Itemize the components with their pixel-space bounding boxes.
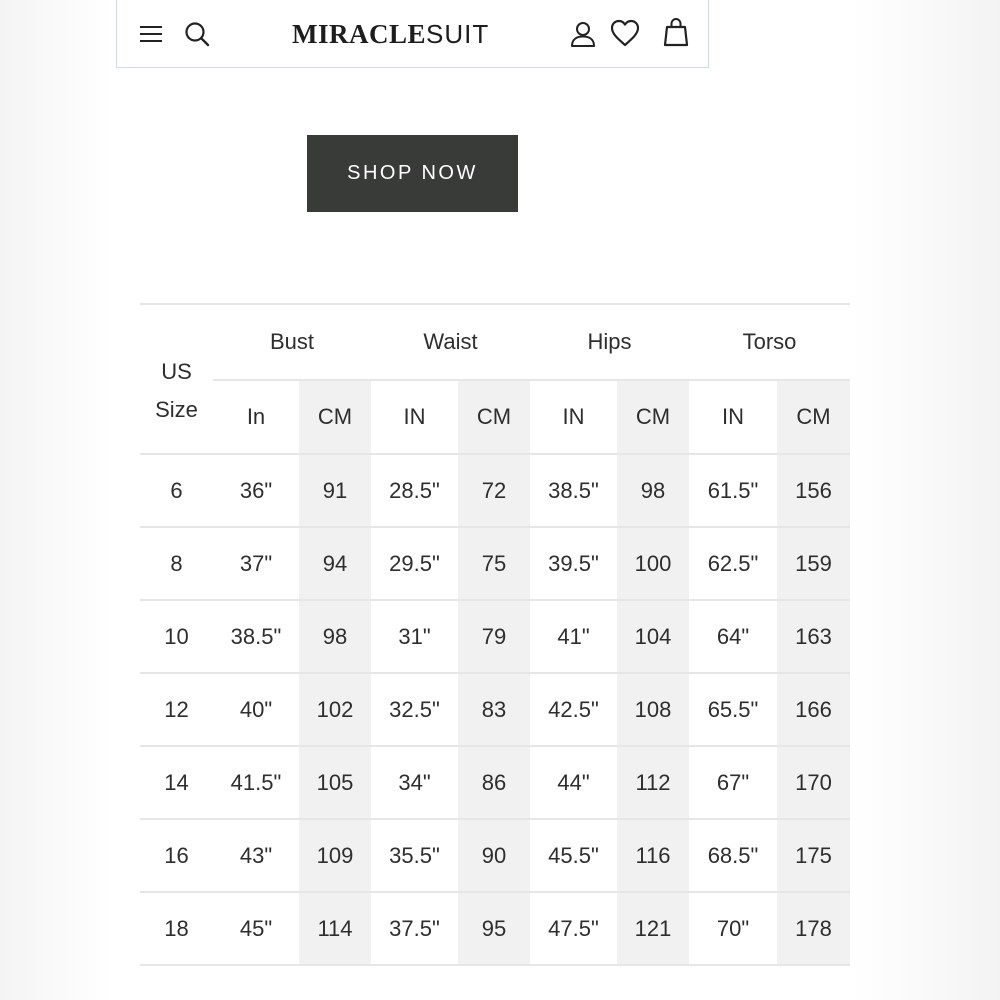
table-cell: 104 <box>617 600 689 673</box>
table-cell: 41" <box>530 600 617 673</box>
brand-logo[interactable] <box>292 18 492 50</box>
size-cell: 12 <box>140 673 213 746</box>
table-cell: 31" <box>371 600 458 673</box>
table-cell: 45.5" <box>530 819 617 892</box>
table-row <box>140 454 850 527</box>
table-cell: 91 <box>299 454 371 527</box>
table-row <box>140 673 850 746</box>
table-cell: 44" <box>530 746 617 819</box>
unit-header: IN <box>530 380 617 454</box>
table-cell: 100 <box>617 527 689 600</box>
waist-header: Waist <box>423 329 478 354</box>
table-cell: 178 <box>777 892 850 965</box>
unit-header: In <box>213 380 299 454</box>
table-cell: 32.5" <box>371 673 458 746</box>
table-cell: 170 <box>777 746 850 819</box>
search-icon[interactable] <box>183 20 211 48</box>
table-cell: 109 <box>299 819 371 892</box>
size-cell: 6 <box>140 454 213 527</box>
size-cell: 18 <box>140 892 213 965</box>
table-cell: 105 <box>299 746 371 819</box>
table-cell: 29.5" <box>371 527 458 600</box>
table-cell: 38.5" <box>530 454 617 527</box>
table-cell: 72 <box>458 454 530 527</box>
size-cell: 8 <box>140 527 213 600</box>
unit-header: IN <box>689 380 777 454</box>
table-cell: 79 <box>458 600 530 673</box>
size-cell: 10 <box>140 600 213 673</box>
table-row <box>140 746 850 819</box>
table-cell: 121 <box>617 892 689 965</box>
brand-logo-bold: MIRACLE <box>292 19 427 49</box>
table-cell: 70" <box>689 892 777 965</box>
table-cell: 37" <box>213 527 299 600</box>
table-row <box>140 600 850 673</box>
table-cell: 47.5" <box>530 892 617 965</box>
shop-now-button[interactable]: SHOP NOW <box>307 135 518 212</box>
size-chart-table <box>140 303 850 966</box>
table-cell: 159 <box>777 527 850 600</box>
unit-header: CM <box>299 380 371 454</box>
unit-header: IN <box>371 380 458 454</box>
table-cell: 38.5" <box>213 600 299 673</box>
table-cell: 86 <box>458 746 530 819</box>
heart-icon[interactable] <box>609 18 641 48</box>
table-cell: 102 <box>299 673 371 746</box>
table-cell: 94 <box>299 527 371 600</box>
bag-icon[interactable] <box>663 17 689 47</box>
size-chart-group-header <box>140 304 850 380</box>
table-cell: 90 <box>458 819 530 892</box>
table-cell: 34" <box>371 746 458 819</box>
table-cell: 64" <box>689 600 777 673</box>
table-cell: 67" <box>689 746 777 819</box>
table-cell: 112 <box>617 746 689 819</box>
hips-header: Hips <box>587 329 632 354</box>
table-cell: 36" <box>213 454 299 527</box>
us-size-header <box>140 304 213 454</box>
table-cell: 163 <box>777 600 850 673</box>
table-cell: 98 <box>617 454 689 527</box>
table-cell: 83 <box>458 673 530 746</box>
table-cell: 114 <box>299 892 371 965</box>
table-cell: 40" <box>213 673 299 746</box>
table-cell: 75 <box>458 527 530 600</box>
unit-header: CM <box>458 380 530 454</box>
table-cell: 116 <box>617 819 689 892</box>
table-cell: 108 <box>617 673 689 746</box>
table-cell: 39.5" <box>530 527 617 600</box>
table-cell: 37.5" <box>371 892 458 965</box>
us-size-header-line2: Size <box>155 397 198 422</box>
us-size-header-line1: US <box>161 359 192 384</box>
background-blur-right <box>850 0 1000 1000</box>
table-row <box>140 819 850 892</box>
table-cell: 166 <box>777 673 850 746</box>
table-cell: 175 <box>777 819 850 892</box>
table-row <box>140 892 850 965</box>
menu-icon[interactable] <box>139 24 163 44</box>
table-cell: 62.5" <box>689 527 777 600</box>
table-cell: 65.5" <box>689 673 777 746</box>
table-cell: 42.5" <box>530 673 617 746</box>
account-icon[interactable] <box>568 19 598 49</box>
unit-header: CM <box>617 380 689 454</box>
table-cell: 95 <box>458 892 530 965</box>
table-cell: 35.5" <box>371 819 458 892</box>
table-cell: 68.5" <box>689 819 777 892</box>
size-cell: 16 <box>140 819 213 892</box>
size-chart-unit-header <box>140 380 850 454</box>
size-cell: 14 <box>140 746 213 819</box>
table-cell: 41.5" <box>213 746 299 819</box>
bust-header: Bust <box>269 329 315 354</box>
table-cell: 43" <box>213 819 299 892</box>
table-cell: 45" <box>213 892 299 965</box>
table-cell: 61.5" <box>689 454 777 527</box>
table-row <box>140 527 850 600</box>
background-blur-left <box>0 0 115 1000</box>
torso-header: Torso <box>742 329 797 354</box>
table-cell: 98 <box>299 600 371 673</box>
unit-header: CM <box>777 380 850 454</box>
site-header <box>116 0 709 68</box>
table-cell: 28.5" <box>371 454 458 527</box>
table-cell: 156 <box>777 454 850 527</box>
brand-logo-light: SUIT <box>426 19 490 49</box>
